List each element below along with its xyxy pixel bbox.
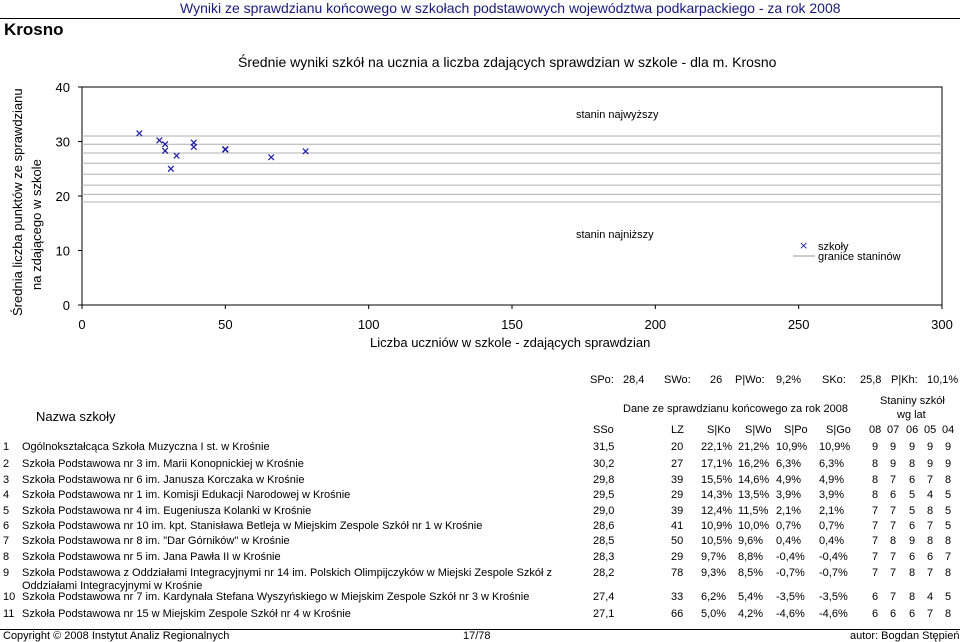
school-name: Szkoła Podstawowa nr 4 im. Eugeniusza Kolanki w Krośnie	[22, 505, 312, 517]
row-number: 3	[3, 474, 10, 486]
stanine-cell: 8	[872, 474, 879, 486]
footer-copyright: Copyright © 2008 Instytut Analiz Regionalnych	[3, 630, 230, 642]
table-group-header: Dane ze sprawdzianu końcowego za rok 2008	[623, 403, 849, 415]
cell-sko: 10,5%	[701, 535, 733, 547]
stanine-cell: 8	[945, 567, 952, 579]
cell-lz: 39	[671, 505, 684, 517]
stanine-cell: 9	[890, 441, 897, 453]
x-tick-label: 300	[931, 317, 953, 332]
stanine-cell: 5	[945, 489, 952, 501]
stanine-cell: 4	[927, 591, 934, 603]
x-tick-label: 100	[357, 317, 380, 332]
cell-swo: 8,8%	[738, 551, 764, 563]
cell-sso: 28,3	[593, 551, 615, 563]
cell-spo: 4,9%	[776, 474, 802, 486]
table-row	[0, 567, 960, 592]
stanine-cell: 8	[872, 458, 879, 470]
column-header: S|Go	[826, 424, 851, 436]
stanine-cell: 6	[890, 489, 897, 501]
cell-lz: 78	[671, 567, 684, 579]
stanine-cell: 5	[909, 505, 916, 517]
stanine-cell: 8	[945, 535, 952, 547]
cell-sgo: 4,9%	[819, 474, 845, 486]
summary-pwo-label: P|Wo:	[735, 374, 765, 386]
cell-sso: 28,5	[593, 535, 615, 547]
stanine-cell: 8	[927, 505, 934, 517]
cell-swo: 5,4%	[738, 591, 764, 603]
cell-sso: 30,2	[593, 458, 615, 470]
school-name: Szkoła Podstawowa nr 8 im. "Dar Górników" w Krośnie	[22, 535, 290, 547]
row-number: 8	[3, 551, 10, 563]
column-header: LZ	[671, 424, 684, 436]
cell-spo: -0,4%	[776, 551, 805, 563]
legend-item-bounds: granice staninów	[818, 251, 901, 263]
y-axis-label-line2: na zdającego w szkole	[29, 159, 44, 290]
stanine-cell: 8	[909, 567, 916, 579]
y-tick-label: 0	[62, 298, 70, 313]
stanine-cell: 7	[890, 474, 897, 486]
cell-spo: 3,9%	[776, 489, 802, 501]
stanine-cell: 6	[872, 591, 879, 603]
annotation-top: stanin najwyższy	[576, 109, 659, 121]
cell-sko: 17,1%	[701, 458, 733, 470]
stanine-cell: 9	[872, 441, 879, 453]
stanine-cell: 7	[927, 474, 934, 486]
stanine-cell: 8	[872, 489, 879, 501]
summary-pkh-label: P|Kh:	[891, 374, 918, 386]
cell-sko: 22,1%	[701, 441, 733, 453]
school-name: Ogólnokształcąca Szkoła Muzyczna I st. w Krośnie	[22, 441, 270, 453]
y-tick-label: 20	[55, 189, 70, 204]
cell-sso: 31,5	[593, 441, 615, 453]
cell-sko: 9,3%	[701, 567, 727, 579]
row-number: 11	[3, 608, 15, 620]
table-row	[0, 489, 960, 504]
summary-swo-value: 26	[710, 374, 723, 386]
cell-sgo: 6,3%	[819, 458, 845, 470]
cell-swo: 16,2%	[738, 458, 770, 470]
cell-swo: 13,5%	[738, 489, 770, 501]
table-row	[0, 520, 960, 535]
school-name-continued: Oddziałami Integracyjnymi w Krośnie	[22, 580, 203, 592]
annotation-bottom: stanin najniższy	[576, 229, 654, 241]
row-number: 6	[3, 520, 10, 532]
stanine-cell: 7	[890, 520, 897, 532]
cell-sko: 12,4%	[701, 505, 733, 517]
summary-swo-label: SWo:	[664, 374, 691, 386]
stanine-cell: 9	[945, 458, 952, 470]
stanine-cell: 7	[872, 567, 879, 579]
stanine-cell: 7	[890, 551, 897, 563]
stanine-cell: 9	[909, 441, 916, 453]
summary-sko-label: SKo:	[822, 374, 846, 386]
table-row	[0, 474, 960, 489]
table-row	[0, 591, 960, 606]
cell-spo: 0,7%	[776, 520, 802, 532]
stanine-cell: 7	[927, 567, 934, 579]
stanine-cell: 7	[927, 520, 934, 532]
cell-sgo: 2,1%	[819, 505, 845, 517]
cell-sso: 28,6	[593, 520, 615, 532]
summary-spo-label: SPo:	[590, 374, 614, 386]
stanine-cell: 7	[945, 551, 952, 563]
summary-pkh-value: 10,1%	[927, 374, 959, 386]
cell-lz: 66	[671, 608, 684, 620]
stanine-cell: 8	[909, 591, 916, 603]
school-name: Szkoła Podstawowa z Oddziałami Integracyjnymi nr 14 im. Polskich Olimpijczyków w Miejski Zespole Szkół z	[22, 567, 553, 579]
row-number: 4	[3, 489, 10, 501]
y-tick-label: 10	[55, 243, 70, 259]
stanine-cell: 8	[945, 474, 952, 486]
stanine-cell: 7	[872, 535, 879, 547]
cell-sgo: -0,7%	[819, 567, 848, 579]
table-row	[0, 551, 960, 566]
row-number: 2	[3, 458, 10, 470]
cell-sgo: 10,9%	[819, 441, 851, 453]
x-tick-label: 50	[218, 317, 233, 332]
stanine-cell: 6	[909, 551, 916, 563]
y-tick-label: 40	[55, 80, 70, 95]
x-axis-label: Liczba uczniów w szkole - zdających sprawdzian	[370, 335, 651, 350]
cell-sso: 28,2	[593, 567, 615, 579]
school-name: Szkoła Podstawowa nr 15 w Miejskim Zespole Szkół nr 4 w Krośnie	[22, 608, 351, 620]
year-header: 06	[906, 424, 919, 436]
cell-lz: 29	[671, 551, 684, 563]
cell-swo: 21,2%	[738, 441, 770, 453]
table-row	[0, 441, 960, 456]
cell-sso: 27,4	[593, 591, 615, 603]
cell-lz: 29	[671, 489, 684, 501]
stanine-cell: 8	[945, 608, 952, 620]
table-stanine-subheader: wg lat	[897, 409, 926, 421]
column-header: SSo	[593, 424, 614, 436]
stanine-cell: 7	[872, 520, 879, 532]
chart-title: Średnie wyniki szkół na ucznia a liczba zdających sprawdzian w szkole - dla m. Krosno	[238, 54, 777, 70]
x-tick-label: 250	[787, 317, 810, 332]
stanine-cell: 7	[872, 551, 879, 563]
cell-swo: 11,5%	[738, 505, 769, 517]
x-axis-ticks	[78, 305, 952, 332]
stanine-cell: 6	[909, 474, 916, 486]
stanine-cell: 5	[945, 591, 952, 603]
cell-swo: 8,5%	[738, 567, 764, 579]
cell-sgo: 0,7%	[819, 520, 845, 532]
stanine-cell: 7	[890, 505, 897, 517]
cell-lz: 27	[671, 458, 684, 470]
school-name: Szkoła Podstawowa nr 10 im. kpt. Stanisława Betleja w Miejskim Zespole Szkół nr 1 w Krośnie	[22, 520, 483, 532]
school-name: Szkoła Podstawowa nr 7 im. Kardynała Stefana Wyszyńskiego w Miejskim Zespole Szkół nr 3 w Krośnie	[22, 591, 530, 603]
cell-sso: 29,8	[593, 474, 615, 486]
row-number: 1	[3, 441, 10, 453]
cell-spo: 10,9%	[776, 441, 808, 453]
cell-swo: 4,2%	[738, 608, 764, 620]
table-stanine-header: Staniny szkół	[880, 395, 945, 407]
summary-sko-value: 25,8	[860, 374, 882, 386]
document-title: Wyniki ze sprawdzianu końcowego w szkołach podstawowych województwa podkarpackiego - za rok 2008	[180, 0, 841, 16]
table-row	[0, 535, 960, 550]
cell-sgo: 0,4%	[819, 535, 845, 547]
cell-sko: 6,2%	[701, 591, 727, 603]
legend-marker-icon: ×	[799, 239, 809, 252]
x-tick-label: 150	[501, 317, 523, 332]
cell-sko: 10,9%	[701, 520, 733, 532]
stanine-cell: 6	[927, 551, 934, 563]
cell-lz: 33	[671, 591, 684, 603]
stanine-cell: 4	[927, 489, 934, 501]
y-axis-ticks	[56, 80, 82, 313]
cell-sso: 29,5	[593, 489, 615, 501]
cell-swo: 10,0%	[738, 520, 770, 532]
row-number: 9	[3, 567, 10, 579]
table-row	[0, 458, 960, 473]
cell-lz: 39	[671, 474, 684, 486]
stanine-cell: 7	[927, 608, 934, 620]
column-header: S|Wo	[745, 424, 772, 436]
school-name: Szkoła Podstawowa nr 1 im. Komisji Edukacji Narodowej w Krośnie	[22, 489, 351, 501]
stanine-cell: 5	[909, 489, 916, 501]
stanine-cell: 5	[945, 505, 952, 517]
legend-item-schools: szkoły	[818, 241, 849, 253]
cell-sko: 9,7%	[701, 551, 727, 563]
x-tick-label: 200	[644, 317, 667, 332]
stanine-cell: 9	[927, 458, 934, 470]
region-title: Krosno	[4, 20, 64, 39]
summary-pwo-value: 9,2%	[776, 374, 802, 386]
cell-sko: 5,0%	[701, 608, 727, 620]
cell-lz: 41	[671, 520, 684, 532]
stanine-cell: 9	[927, 441, 934, 453]
cell-sgo: -3,5%	[819, 591, 848, 603]
cell-spo: 0,4%	[776, 535, 802, 547]
row-number: 10	[3, 591, 16, 603]
column-header: S|Po	[784, 424, 808, 436]
stanine-cell: 8	[890, 535, 897, 547]
school-name: Szkoła Podstawowa nr 5 im. Jana Pawła II w Krośnie	[22, 551, 281, 563]
cell-spo: -3,5%	[776, 591, 805, 603]
cell-sso: 29,0	[593, 505, 615, 517]
x-tick-label: 0	[78, 317, 86, 332]
cell-swo: 14,6%	[738, 474, 770, 486]
table-row	[0, 608, 960, 623]
stanine-cell: 6	[909, 608, 916, 620]
year-header: 05	[924, 424, 937, 436]
plot-area	[82, 87, 942, 305]
cell-sgo: -0,4%	[819, 551, 848, 563]
stanine-cell: 8	[927, 535, 934, 547]
row-number: 7	[3, 535, 10, 547]
cell-sgo: -4,6%	[819, 608, 848, 620]
stanine-cell: 7	[890, 591, 897, 603]
stanine-cell: 6	[890, 608, 897, 620]
summary-spo-value: 28,4	[623, 374, 645, 386]
cell-swo: 9,6%	[738, 535, 764, 547]
table-name-header: Nazwa szkoły	[36, 409, 116, 424]
cell-spo: -4,6%	[776, 608, 805, 620]
cell-spo: -0,7%	[776, 567, 805, 579]
stanine-cell: 8	[909, 458, 916, 470]
stanine-cell: 9	[945, 441, 952, 453]
stanine-cell: 9	[890, 458, 897, 470]
cell-lz: 20	[671, 441, 684, 453]
cell-sko: 15,5%	[701, 474, 733, 486]
year-header: 04	[942, 424, 955, 436]
footer-author: autor: Bogdan Stępień	[850, 630, 960, 642]
y-tick-label: 30	[55, 134, 70, 150]
stanine-cell: 7	[890, 567, 897, 579]
stanine-cell: 9	[909, 535, 916, 547]
year-header: 08	[869, 424, 882, 436]
stanine-cell: 5	[945, 520, 952, 532]
y-axis-label-line1: Średnia liczba punktów ze sprawdzianu	[10, 88, 25, 316]
stanine-cell: 6	[872, 608, 879, 620]
cell-lz: 50	[671, 535, 684, 547]
school-name: Szkoła Podstawowa nr 3 im. Marii Konopnickiej w Krośnie	[22, 458, 304, 470]
cell-spo: 2,1%	[776, 505, 802, 517]
cell-spo: 6,3%	[776, 458, 802, 470]
cell-sko: 14,3%	[701, 489, 733, 501]
stanine-cell: 7	[872, 505, 879, 517]
footer-page-number: 17/78	[463, 630, 491, 642]
year-header: 07	[887, 424, 900, 436]
school-name: Szkoła Podstawowa nr 6 im. Janusza Korczaka w Krośnie	[22, 474, 305, 486]
column-header: S|Ko	[707, 424, 731, 436]
stanine-cell: 6	[909, 520, 916, 532]
row-number: 5	[3, 505, 10, 517]
table-row	[0, 505, 960, 520]
cell-sgo: 3,9%	[819, 489, 845, 501]
cell-sso: 27,1	[593, 608, 615, 620]
